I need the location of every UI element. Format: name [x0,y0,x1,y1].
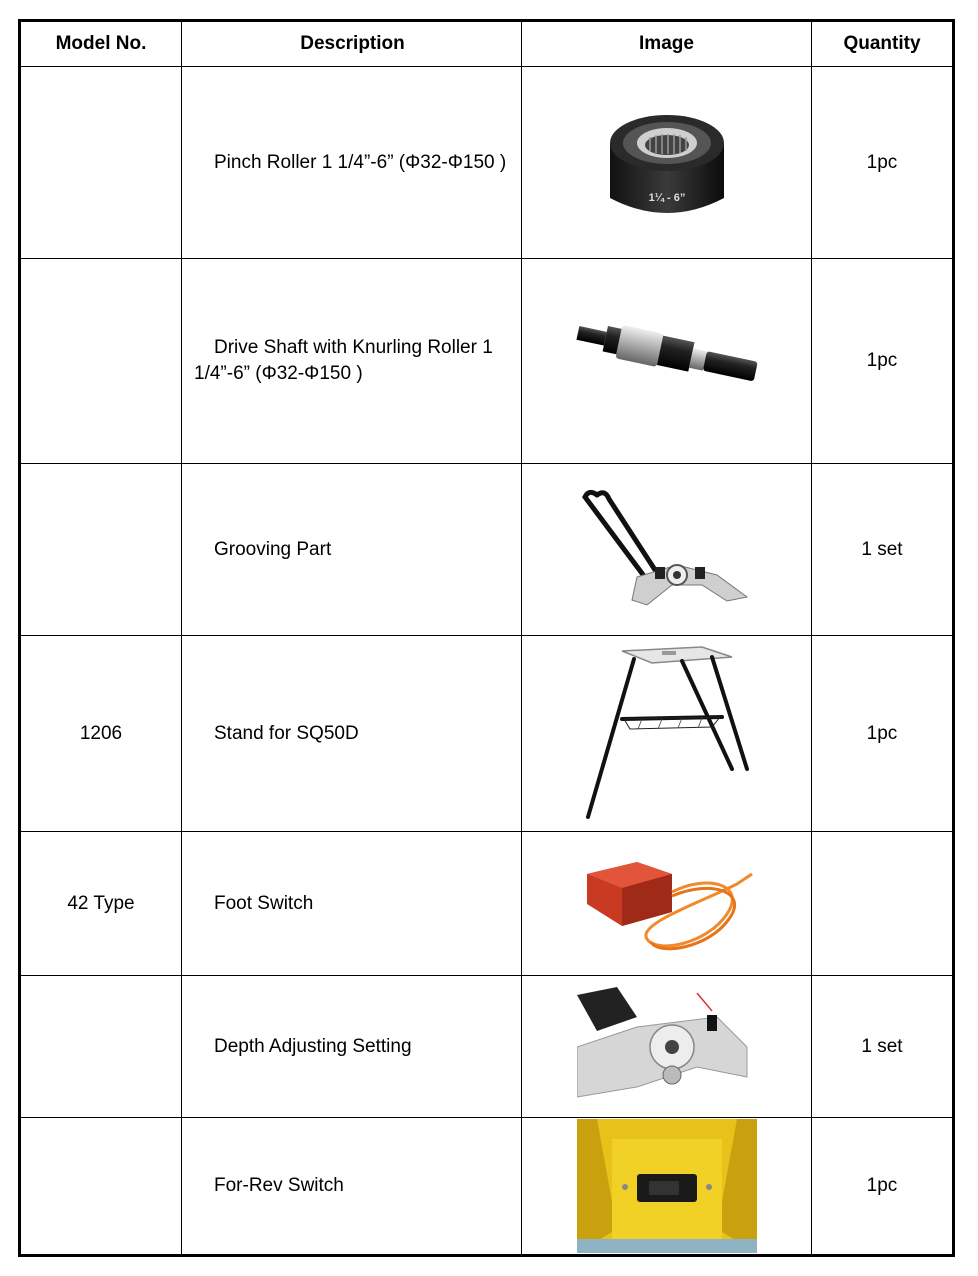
description-text: Stand for SQ50D [214,722,359,744]
description-cell [182,636,522,832]
table-row [20,976,954,1118]
image-cell [522,1118,812,1256]
parts-table [18,19,955,1257]
quantity-cell: 1 set [812,976,954,1118]
image-cell [522,464,812,636]
image-cell [522,832,812,976]
description-cell [182,67,522,259]
description-cell [182,976,522,1118]
description-cell [182,464,522,636]
table-row [20,259,954,464]
header-description: Description [182,21,522,67]
description-text: Foot Switch [214,892,314,914]
quantity-cell [812,832,954,976]
image-cell [522,67,812,259]
description-text: Drive Shaft with Knurling Roller 1 1/4”-6” (Φ32-Φ150 ) [194,337,493,384]
for-rev-switch-image [577,1119,757,1253]
model-cell [20,976,182,1118]
model-cell [20,259,182,464]
quantity-cell: 1pc [812,636,954,832]
image-cell [522,636,812,832]
table-row [20,832,954,976]
description-cell [182,1118,522,1256]
model-cell: 1206 [20,636,182,832]
quantity-cell: 1 set [812,464,954,636]
header-model: Model No. [20,21,182,67]
header-quantity: Quantity [812,21,954,67]
stand-image [572,639,762,829]
description-text: Depth Adjusting Setting [214,1035,412,1057]
description-text: For-Rev Switch [214,1175,344,1196]
header-image: Image [522,21,812,67]
image-cell [522,976,812,1118]
table-row [20,636,954,832]
quantity-cell: 1pc [812,67,954,259]
quantity-cell: 1pc [812,1118,954,1256]
image-cell [522,259,812,464]
quantity-cell: 1pc [812,259,954,464]
roller-size-label: 1¼ - 6” [648,191,685,204]
pinch-roller-image [602,103,732,223]
description-text: Pinch Roller 1 1/4”-6” (Φ32-Φ150 ) [214,151,507,173]
foot-switch-image [577,844,757,964]
table-row [20,67,954,259]
description-text: Grooving Part [214,538,332,560]
model-cell [20,67,182,259]
grooving-part-image [577,485,757,615]
model-cell [20,1118,182,1256]
header-row [20,21,954,67]
drive-shaft-image [572,321,762,401]
table-row [20,464,954,636]
table-row [20,1118,954,1256]
model-cell [20,464,182,636]
description-cell [182,832,522,976]
description-cell [182,259,522,464]
depth-adjusting-image [577,987,757,1107]
model-cell: 42 Type [20,832,182,976]
